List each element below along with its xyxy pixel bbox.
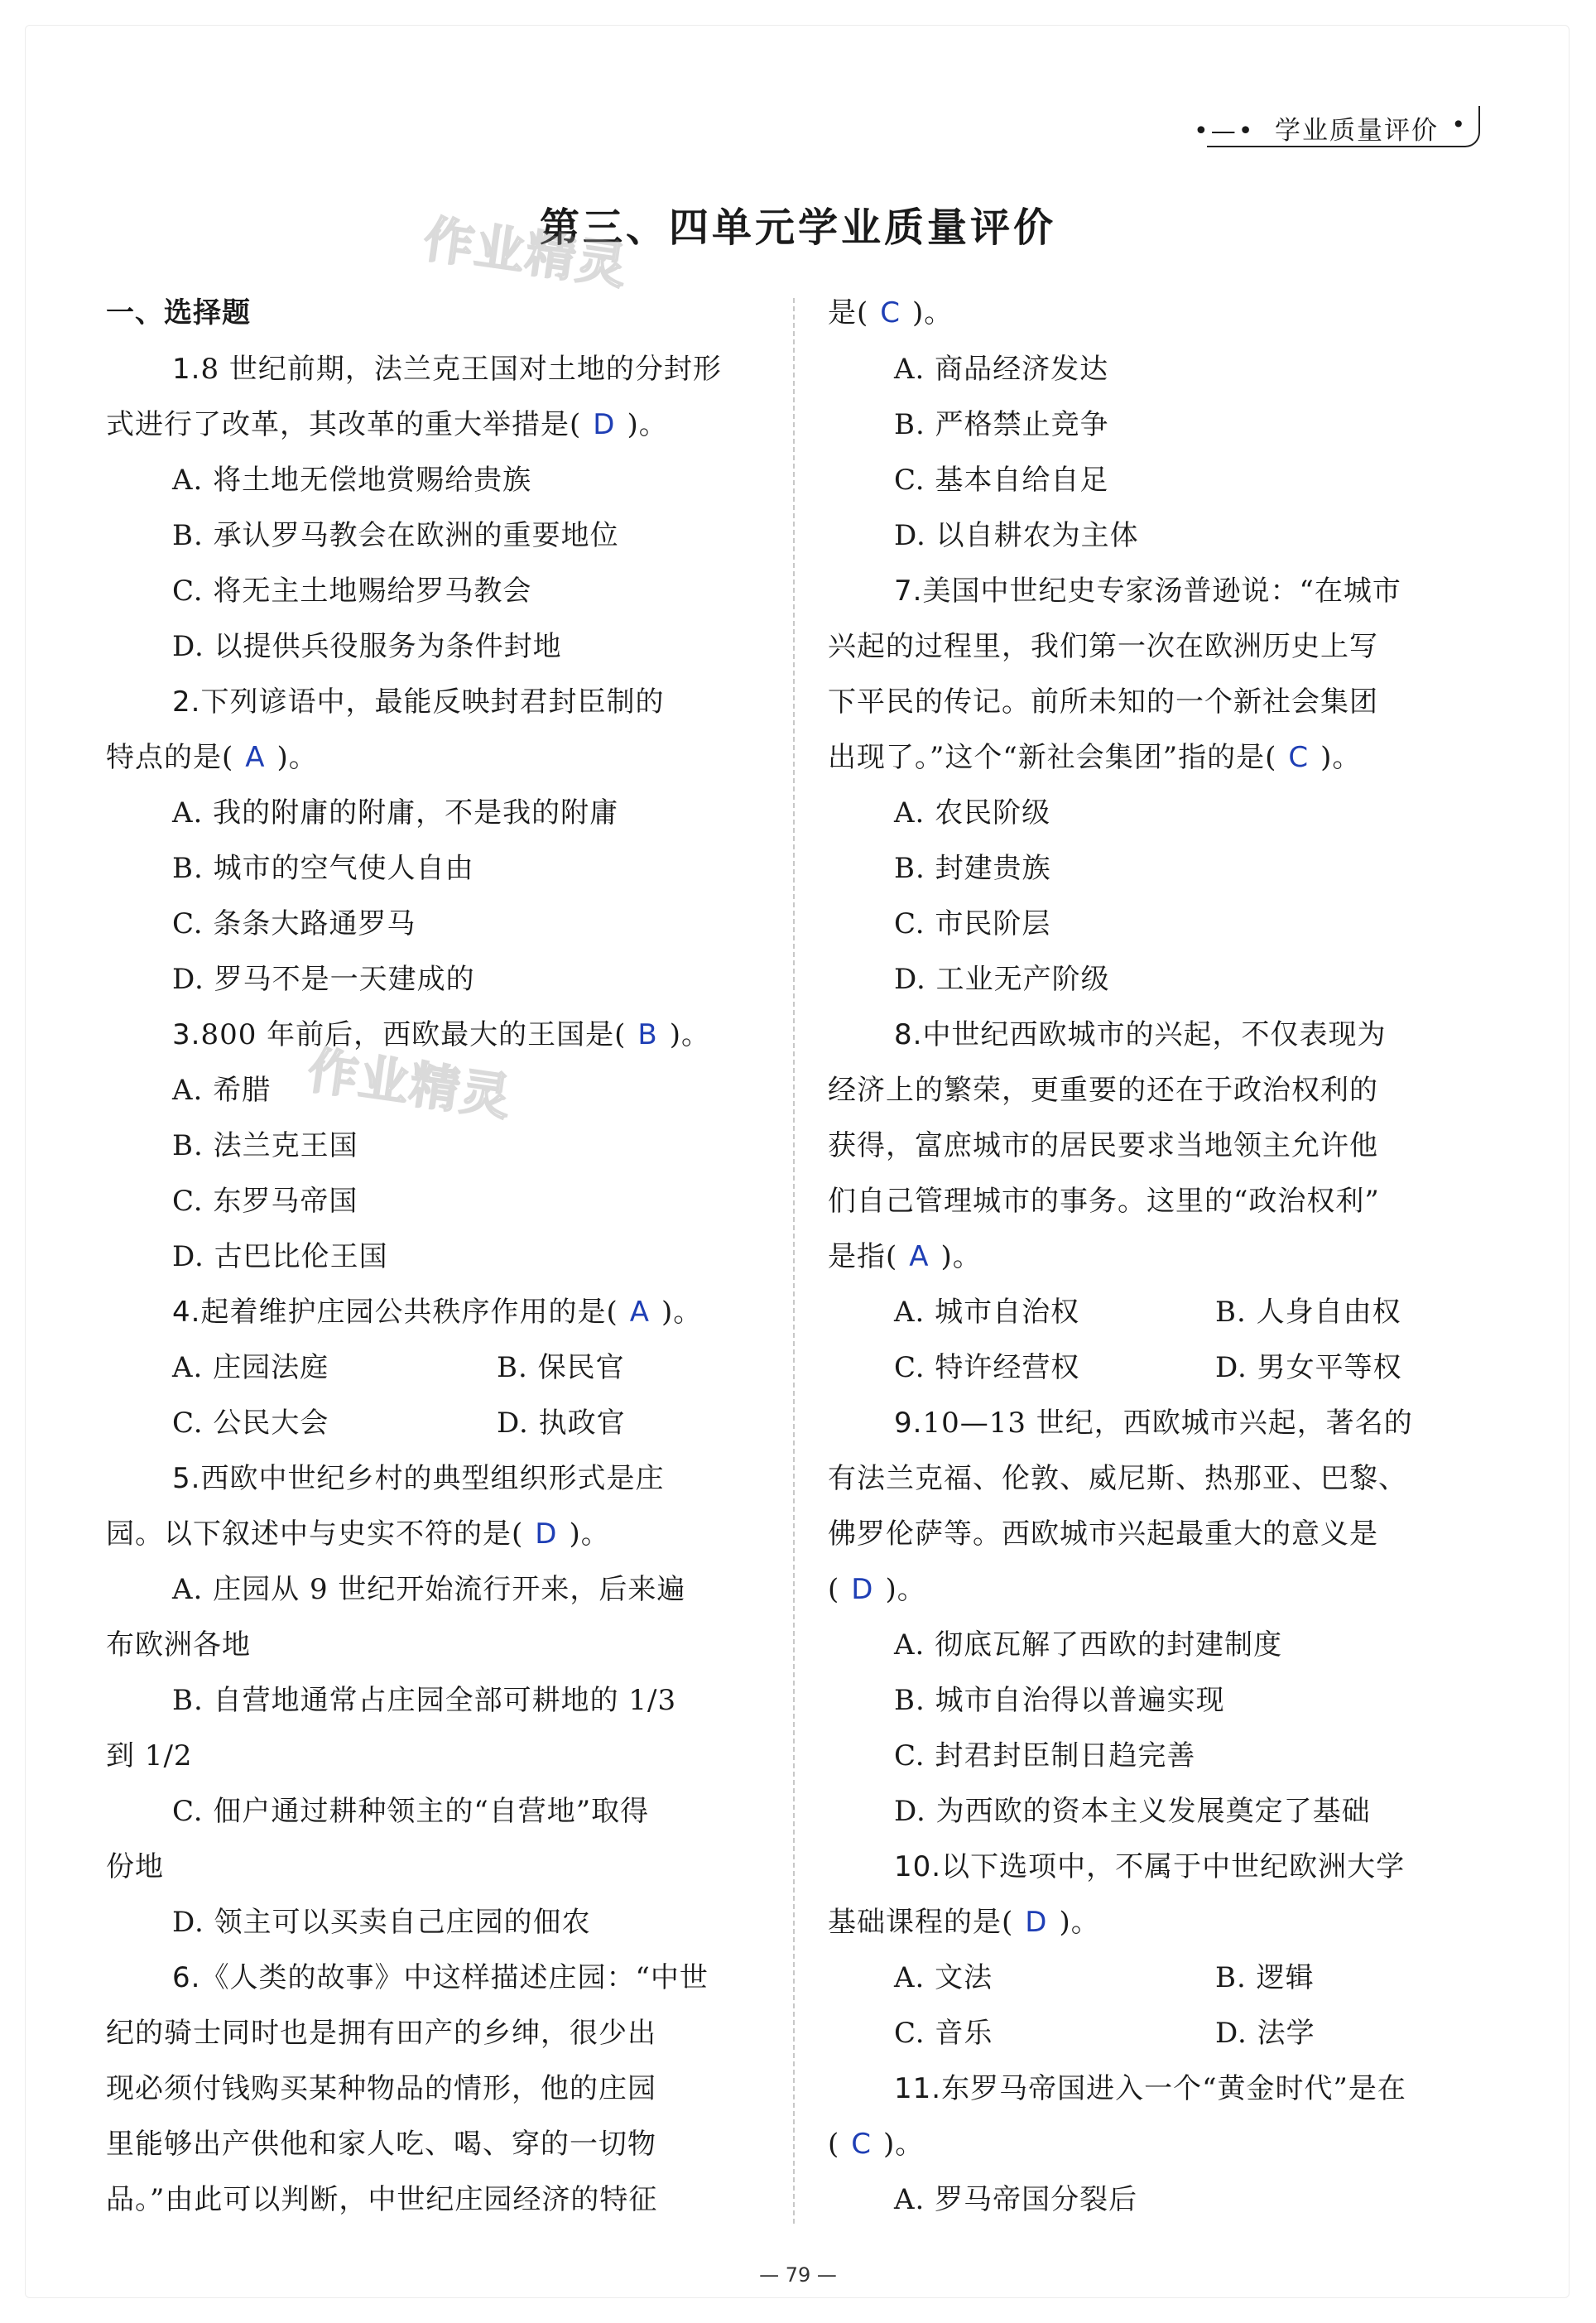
- question-text-line: 纪的骑士同时也是拥有田产的乡绅，很少出: [106, 2017, 656, 2050]
- option: B. 人身自由权: [1215, 1296, 1401, 1329]
- option: A. 我的附庸的附庸，不是我的附庸: [172, 796, 619, 830]
- question-text-line: 兴起的过程里，我们第一次在欧洲历史上写: [828, 630, 1378, 663]
- option: B. 城市自治得以普遍实现: [894, 1684, 1225, 1717]
- watermark: 作业精灵: [420, 210, 632, 296]
- section-heading: 一、选择题: [106, 296, 251, 329]
- question-text: 式进行了改革，其改革的重大举措是(: [106, 408, 582, 441]
- answer-mark: C: [880, 296, 901, 329]
- question-text: 园。以下叙述中与史实不符的是(: [106, 1517, 524, 1551]
- question-number: 11.: [894, 2072, 942, 2105]
- question-number: 2.: [172, 685, 201, 719]
- question-text: 800 年前后，西欧最大的王国是(: [200, 1018, 627, 1051]
- answer-mark: A: [629, 1296, 650, 1329]
- question-number: 9.: [894, 1407, 923, 1440]
- option: B. 封建贵族: [894, 852, 1051, 885]
- option: B. 城市的空气使人自由: [172, 852, 474, 885]
- question-text: 出现了。”这个“新社会集团”指的是(: [828, 741, 1277, 774]
- question-number: 6.: [172, 1961, 201, 1994]
- question-text-line: [828, 1566, 926, 1607]
- question-11: [894, 2066, 1406, 2106]
- question-number: 8.: [894, 1018, 923, 1051]
- option: C. 佃户通过耕种领主的“自营地”取得: [172, 1795, 650, 1828]
- answer-mark: C: [851, 2128, 873, 2161]
- option: B. 承认罗马教会在欧洲的重要地位: [172, 519, 619, 552]
- page-number: — 79 —: [759, 2263, 837, 2287]
- option: D. 法学: [1215, 2017, 1315, 2050]
- question-4: [172, 1289, 702, 1330]
- question-text-line: 们自己管理城市的事务。这里的“政治权利”: [828, 1185, 1380, 1218]
- option: D. 男女平等权: [1215, 1351, 1402, 1384]
- page-title: 第三、四单元学业质量评价: [539, 204, 1056, 251]
- question-text: )。: [883, 2128, 925, 2161]
- question-2: [172, 679, 664, 719]
- question-number: 3.: [172, 1018, 201, 1051]
- option: D. 执政官: [497, 1407, 626, 1440]
- question-text: )。: [885, 1573, 926, 1606]
- question-text-line: [828, 1899, 1100, 1940]
- question-text: 以下选项中，不属于中世纪欧洲大学: [941, 1850, 1406, 1883]
- option-continued: 布欧洲各地: [106, 1628, 251, 1662]
- question-text: 下列谚语中，最能反映封君封臣制的: [200, 685, 665, 719]
- option: D. 以自耕农为主体: [894, 519, 1139, 552]
- option-continued: 到 1/2: [106, 1739, 193, 1772]
- question-text: 东罗马帝国进入一个“黄金时代”是在: [941, 2072, 1406, 2105]
- question-text-line: [106, 734, 318, 775]
- option: B. 自营地通常占庄园全部可耕地的 1/3: [172, 1684, 677, 1717]
- option: C. 封君封臣制日趋完善: [894, 1739, 1196, 1772]
- option: C. 将无主土地赐给罗马教会: [172, 575, 532, 608]
- answer-mark: A: [245, 741, 266, 774]
- question-text: 美国中世纪史专家汤普逊说：“在城市: [922, 575, 1401, 608]
- question-text-line: 品。”由此可以判断，中世纪庄园经济的特征: [106, 2183, 658, 2216]
- question-text-line: [106, 1511, 610, 1551]
- option: B. 严格禁止竞争: [894, 408, 1109, 441]
- question-3: [172, 1012, 710, 1052]
- option-continued: 份地: [106, 1850, 164, 1883]
- question-text: )。: [1320, 741, 1362, 774]
- question-9: [894, 1400, 1413, 1440]
- question-text: (: [828, 2128, 840, 2161]
- question-number: 10.: [894, 1850, 942, 1883]
- watermark: 作业精灵: [304, 1041, 516, 1128]
- answer-mark: D: [593, 408, 616, 441]
- answer-mark: D: [851, 1573, 874, 1606]
- option: A. 罗马帝国分裂后: [894, 2183, 1138, 2216]
- question-text-line: 经济上的繁荣，更重要的还在于政治权利的: [828, 1074, 1378, 1107]
- question-6: [172, 1955, 709, 1995]
- option: D. 为西欧的资本主义发展奠定了基础: [894, 1795, 1371, 1828]
- question-number: 1.: [172, 353, 201, 386]
- option: D. 以提供兵役服务为条件封地: [172, 630, 562, 663]
- option: D. 古巴比伦王国: [172, 1240, 388, 1273]
- question-text: 西欧中世纪乡村的典型组织形式是庄: [200, 1462, 665, 1495]
- question-text: )。: [276, 741, 318, 774]
- answer-mark: D: [535, 1517, 558, 1551]
- question-text-line: [828, 2121, 924, 2162]
- option: D. 罗马不是一天建成的: [172, 963, 475, 996]
- option: A. 农民阶级: [894, 796, 1051, 830]
- option: A. 文法: [894, 1961, 993, 1994]
- option: B. 保民官: [497, 1351, 625, 1384]
- section-header-tag: [1194, 106, 1480, 147]
- answer-mark: C: [1288, 741, 1310, 774]
- answer-mark: A: [909, 1240, 930, 1273]
- question-text-line: 有法兰克福、伦敦、威尼斯、热那亚、巴黎、: [828, 1462, 1407, 1495]
- option: C. 东罗马帝国: [172, 1185, 358, 1218]
- option: C. 条条大路通罗马: [172, 907, 416, 940]
- option: A. 庄园法庭: [172, 1351, 329, 1384]
- question-text: 中世纪西欧城市的兴起，不仅表现为: [922, 1018, 1387, 1051]
- question-text-line: [828, 1234, 982, 1274]
- question-text-line: [106, 402, 668, 442]
- question-number: 4.: [172, 1296, 201, 1329]
- option: A. 城市自治权: [894, 1296, 1080, 1329]
- question-8: [894, 1012, 1386, 1052]
- question-text-line: [828, 734, 1361, 775]
- option: C. 市民阶层: [894, 907, 1051, 940]
- option: D. 领主可以买卖自己庄园的佃农: [172, 1906, 591, 1939]
- option: A. 庄园从 9 世纪开始流行开来，后来遍: [172, 1573, 686, 1606]
- option: C. 公民大会: [172, 1407, 329, 1440]
- option: A. 将土地无偿地赏赐给贵族: [172, 464, 532, 497]
- question-text: )。: [661, 1296, 703, 1329]
- question-text: 10—13 世纪，西欧城市兴起，著名的: [922, 1407, 1413, 1440]
- question-1: [172, 346, 722, 387]
- question-text: )。: [627, 408, 668, 441]
- question-number: 7.: [894, 575, 923, 608]
- option: A. 彻底瓦解了西欧的封建制度: [894, 1628, 1283, 1662]
- option: C. 特许经营权: [894, 1351, 1080, 1384]
- option: C. 音乐: [894, 2017, 993, 2050]
- option: A. 商品经济发达: [894, 353, 1109, 386]
- question-number: 5.: [172, 1462, 201, 1495]
- question-text: 是指(: [828, 1240, 898, 1273]
- question-10: [894, 1844, 1405, 1884]
- dot-decoration-icon: •: [1451, 111, 1465, 138]
- question-text-line: 里能够出产供他和家人吃、喝、穿的一切物: [106, 2128, 656, 2161]
- question-5: [172, 1455, 664, 1496]
- question-text: )。: [940, 1240, 982, 1273]
- option: B. 法兰克王国: [172, 1129, 358, 1162]
- dots-decoration-icon: •—•: [1194, 117, 1256, 146]
- question-text: 起着维护庄园公共秩序作用的是(: [200, 1296, 618, 1329]
- question-text: 特点的是(: [106, 741, 234, 774]
- question-text: (: [828, 1573, 840, 1606]
- question-text: )。: [569, 1517, 610, 1551]
- question-text-line: 佛罗伦萨等。西欧城市兴起最重大的意义是: [828, 1517, 1378, 1551]
- option: B. 逻辑: [1215, 1961, 1315, 1994]
- question-7: [894, 568, 1401, 608]
- question-text-line: 现必须付钱购买某种物品的情形，他的庄园: [106, 2072, 656, 2105]
- question-text-line: 下平民的传记。前所未知的一个新社会集团: [828, 685, 1378, 719]
- question-text: )。: [912, 296, 954, 329]
- question-text: )。: [1059, 1906, 1100, 1939]
- question-text: )。: [669, 1018, 711, 1051]
- answer-mark: D: [1025, 1906, 1048, 1939]
- option: D. 工业无产阶级: [894, 963, 1110, 996]
- question-text: 基础课程的是(: [828, 1906, 1014, 1939]
- question-text-line: [828, 290, 953, 330]
- header-tag-label: 学业质量评价: [1275, 116, 1439, 146]
- question-text: 8 世纪前期，法兰克王国对土地的分封形: [200, 353, 722, 386]
- answer-mark: B: [637, 1018, 658, 1051]
- question-text: 《人类的故事》中这样描述庄园：“中世: [200, 1961, 709, 1994]
- question-text: 是(: [828, 296, 869, 329]
- question-text-line: 获得，富庶城市的居民要求当地领主允许他: [828, 1129, 1378, 1162]
- option: A. 希腊: [172, 1074, 272, 1107]
- option: C. 基本自给自足: [894, 464, 1109, 497]
- column-divider: [793, 298, 795, 2224]
